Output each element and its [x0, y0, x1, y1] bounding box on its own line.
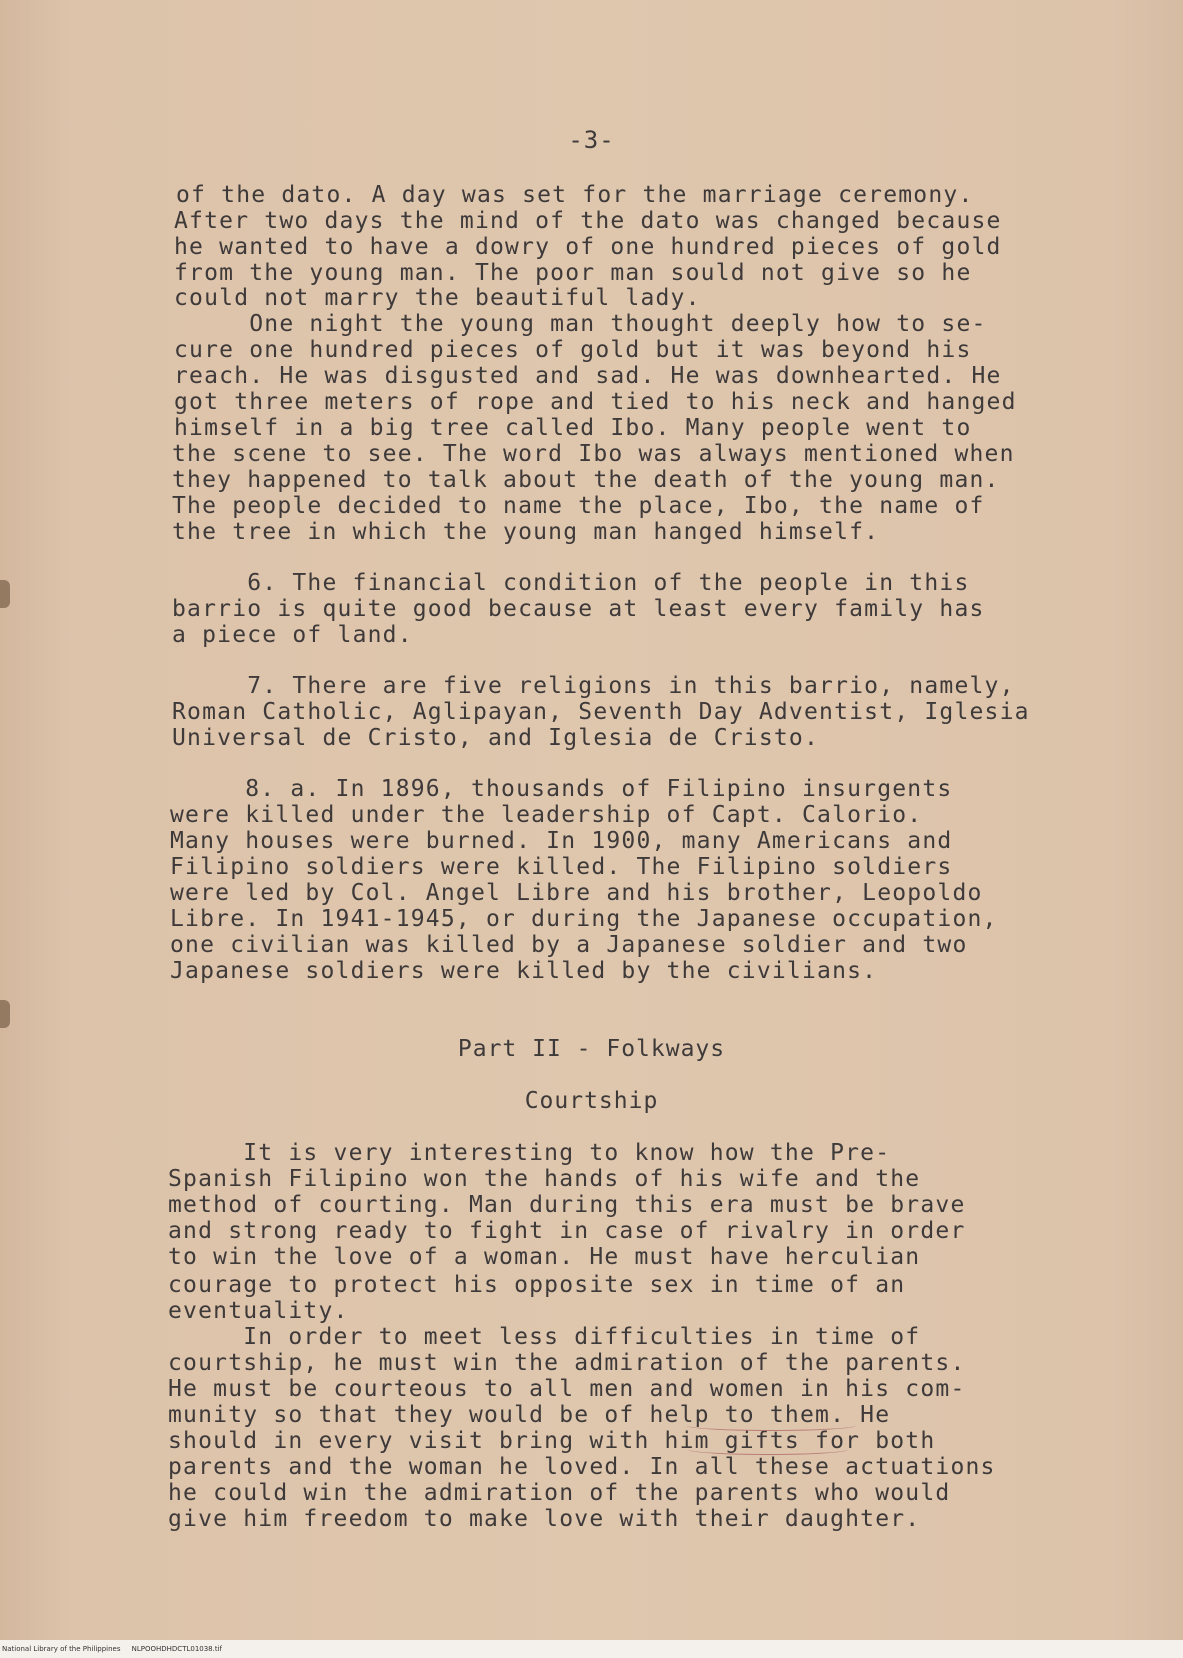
- text-line: 7. There are five religions in this barrio, namely,: [172, 673, 1015, 699]
- text-line: one civilian was killed by a Japanese soldier and two: [170, 932, 968, 958]
- text-line: a piece of land.: [172, 622, 413, 648]
- text-line: courtship, he must win the admiration of the parents.: [168, 1350, 966, 1376]
- text-line: 8. a. In 1896, thousands of Filipino insurgents: [170, 776, 953, 802]
- text-line: he could win the admiration of the parents who would: [168, 1480, 951, 1506]
- text-line: Roman Catholic, Aglipayan, Seventh Day Adventist, Iglesia: [172, 699, 1030, 725]
- text-line: munity so that they would be of help to them. He: [168, 1402, 891, 1428]
- text-line: were led by Col. Angel Libre and his brother, Leopoldo: [170, 880, 983, 906]
- text-line: Libre. In 1941-1945, or during the Japanese occupation,: [170, 906, 998, 932]
- text-line: parents and the woman he loved. In all these actuations: [168, 1454, 996, 1480]
- text-line: could not marry the beautiful lady.: [174, 285, 701, 311]
- text-line: The people decided to name the place, Ibo, the name of: [172, 493, 985, 519]
- text-line: He must be courteous to all men and women in his com-: [168, 1376, 966, 1402]
- text-line: 6. The financial condition of the people in this: [172, 570, 970, 596]
- section-subtitle: Courtship: [524, 1088, 659, 1114]
- text-line: cure one hundred pieces of gold but it was beyond his: [174, 337, 972, 363]
- text-line: eventuality.: [168, 1298, 349, 1324]
- text-line: Spanish Filipino won the hands of his wife and the: [168, 1166, 921, 1192]
- text-line: In order to meet less difficulties in time of: [168, 1324, 921, 1350]
- binding-hole-mark: [0, 1000, 10, 1028]
- text-line: should in every visit bring with him gifts for both: [168, 1428, 936, 1454]
- text-line: he wanted to have a dowry of one hundred pieces of gold: [174, 234, 1002, 260]
- footer-caption: National Library of the Philippines NLPOOHDHDCTL01038.tif: [0, 1640, 1183, 1658]
- text-line: got three meters of rope and tied to his neck and hanged: [174, 389, 1017, 415]
- text-line: and strong ready to fight in case of rivalry in order: [168, 1218, 966, 1244]
- text-line: It is very interesting to know how the Pre-: [168, 1140, 891, 1166]
- text-line: Universal de Cristo, and Iglesia de Cristo.: [172, 725, 820, 751]
- text-line: courage to protect his opposite sex in time of an: [168, 1272, 906, 1298]
- text-line: Many houses were burned. In 1900, many Americans and: [170, 828, 953, 854]
- text-line: the scene to see. The word Ibo was always mentioned when: [172, 441, 1015, 467]
- text-line: One night the young man thought deeply how to se-: [174, 311, 987, 337]
- text-line: of the dato. A day was set for the marriage ceremony.: [176, 182, 974, 208]
- part-title: Part II - Folkways: [457, 1036, 726, 1062]
- text-line: Japanese soldiers were killed by the civilians.: [170, 958, 878, 984]
- text-line: Filipino soldiers were killed. The Filipino soldiers: [170, 854, 953, 880]
- page-number: -3-: [568, 126, 615, 154]
- pen-underline-mark: [686, 1420, 856, 1431]
- text-line: method of courting. Man during this era must be brave: [168, 1192, 966, 1218]
- text-line: himself in a big tree called Ibo. Many people went to: [174, 415, 972, 441]
- text-line: the tree in which the young man hanged himself.: [172, 519, 880, 545]
- text-line: they happened to talk about the death of the young man.: [172, 467, 1000, 493]
- text-line: from the young man. The poor man sould not give so he: [174, 260, 972, 286]
- pen-underline-mark: [688, 1444, 848, 1455]
- binding-hole-mark: [0, 580, 10, 608]
- text-line: were killed under the leadership of Capt. Calorio.: [170, 802, 923, 828]
- text-line: to win the love of a woman. He must have herculian: [168, 1244, 921, 1270]
- text-line: After two days the mind of the dato was changed because: [174, 208, 1002, 234]
- text-line: barrio is quite good because at least every family has: [172, 596, 985, 622]
- text-line: give him freedom to make love with their daughter.: [168, 1506, 921, 1532]
- text-line: reach. He was disgusted and sad. He was downhearted. He: [174, 363, 1002, 389]
